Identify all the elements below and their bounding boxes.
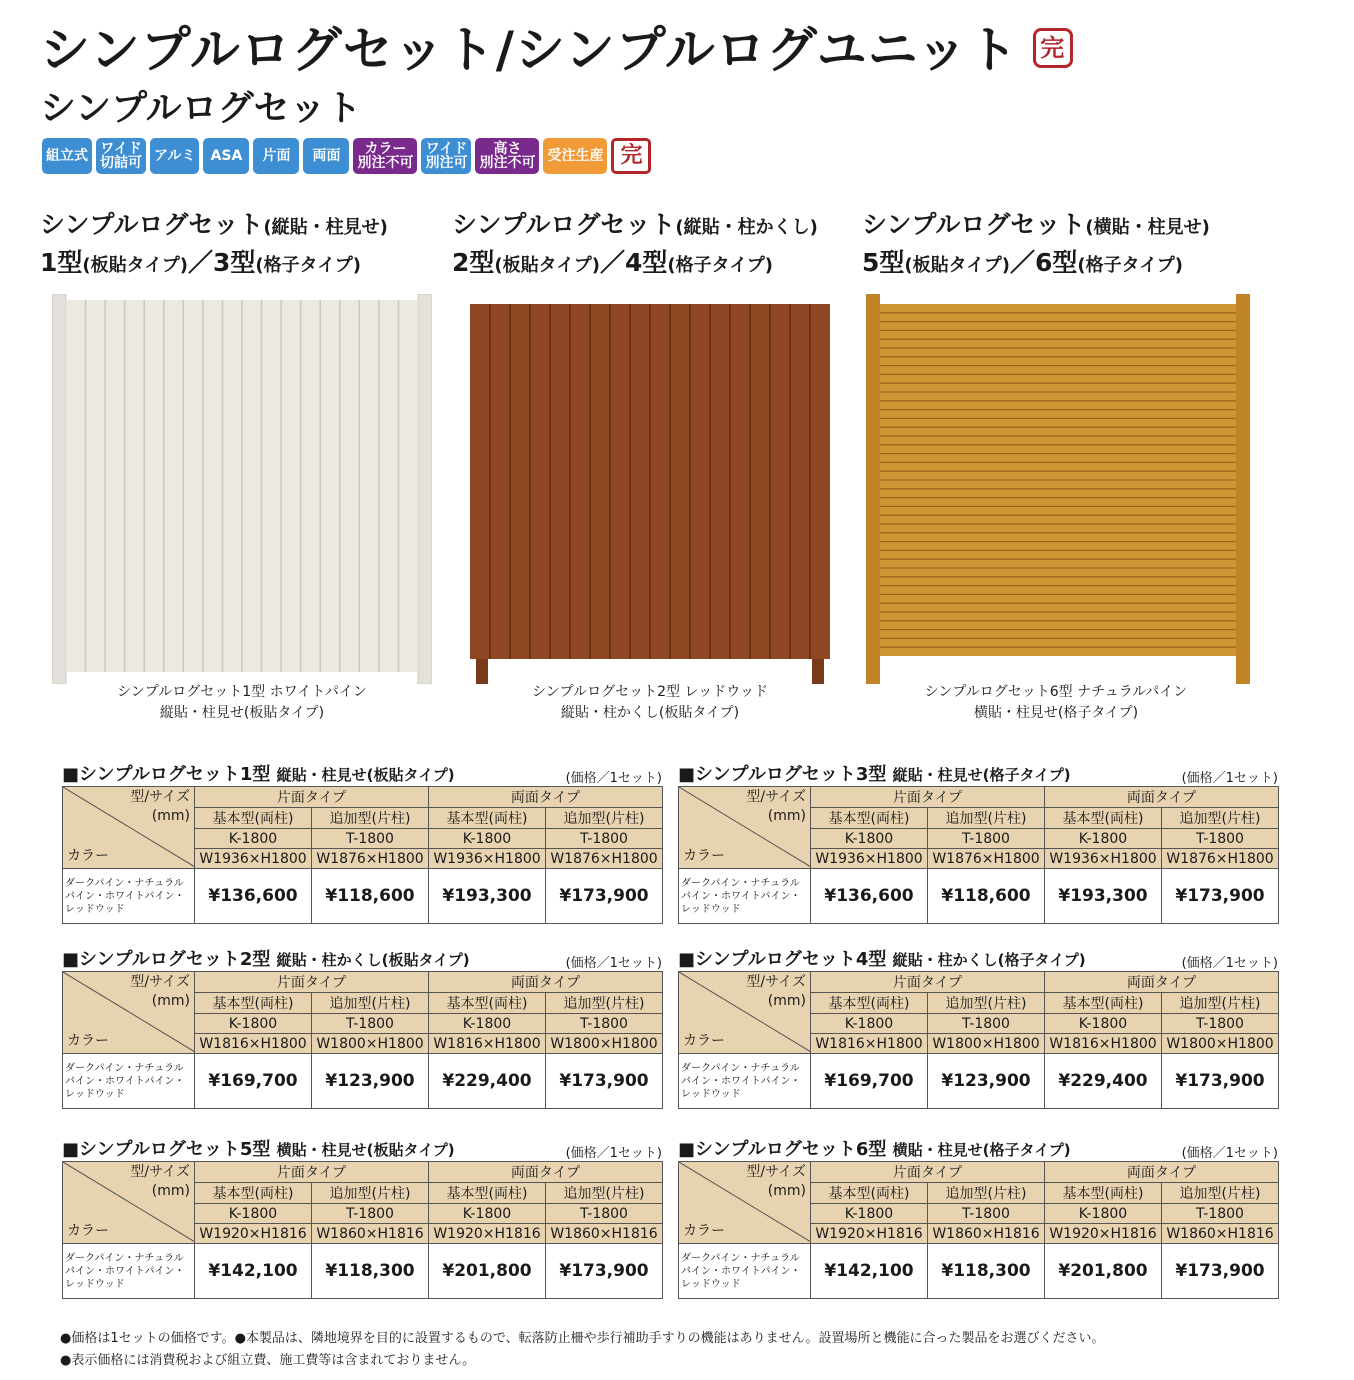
table-cell: ¥173,900 xyxy=(1162,1244,1279,1299)
section-title: シンプルログセット xyxy=(40,88,362,129)
table-cell: K-1800 xyxy=(1045,1014,1162,1034)
price-table-6 xyxy=(678,1135,1278,1299)
table-cell: T-1800 xyxy=(1162,1014,1279,1034)
table-cell: W1800×H1800 xyxy=(928,1034,1045,1054)
table-cell: T-1800 xyxy=(312,829,429,849)
table-cell: K-1800 xyxy=(195,1204,312,1224)
product-heading-1: シンプルログセット(縦貼・柱見せ) 1型(板貼タイプ)／3型(格子タイプ) xyxy=(40,210,388,277)
fence-image-white-pine xyxy=(52,294,432,684)
table-title: ■シンプルログセット1型 縦貼・柱見せ(板貼タイプ) (価格／1セット) xyxy=(62,764,662,786)
table-cell: T-1800 xyxy=(546,1204,663,1224)
table-cell: T-1800 xyxy=(546,1014,663,1034)
table-cell: W1816×H1800 xyxy=(1045,1034,1162,1054)
table-cell: 追加型(片柱) xyxy=(1162,993,1279,1014)
table-cell: 追加型(片柱) xyxy=(312,808,429,829)
table-cell: W1936×H1800 xyxy=(811,849,928,869)
feature-badge: ASA xyxy=(203,138,249,174)
table-cell: 両面タイプ xyxy=(1045,1162,1279,1183)
table-cell: 片面タイプ xyxy=(811,972,1045,993)
table-cell: ダークパイン・ナチュラルパイン・ホワイトパイン・レッドウッド xyxy=(679,1054,811,1109)
feature-badge: 組立式 xyxy=(42,138,92,174)
table-cell: W1920×H1816 xyxy=(429,1224,546,1244)
table-cell: 基本型(両柱) xyxy=(811,993,928,1014)
header-diagonal-cell: 型/サイズ (mm) カラー xyxy=(63,1162,195,1244)
table-cell: K-1800 xyxy=(429,1204,546,1224)
table-title: ■シンプルログセット2型 縦貼・柱かくし(板貼タイプ) (価格／1セット) xyxy=(62,949,662,971)
table-cell: ¥173,900 xyxy=(546,1054,663,1109)
table-cell: 追加型(片柱) xyxy=(312,993,429,1014)
table-cell: 片面タイプ xyxy=(195,787,429,808)
table-cell: T-1800 xyxy=(1162,829,1279,849)
header-diagonal-cell: 型/サイズ (mm) カラー xyxy=(63,972,195,1054)
table-cell: 基本型(両柱) xyxy=(195,808,312,829)
table-cell: W1800×H1800 xyxy=(312,1034,429,1054)
table-cell: ¥142,100 xyxy=(811,1244,928,1299)
table-cell: W1800×H1800 xyxy=(1162,1034,1279,1054)
table-cell: 追加型(片柱) xyxy=(1162,808,1279,829)
table-title: ■シンプルログセット4型 縦貼・柱かくし(格子タイプ) (価格／1セット) xyxy=(678,949,1278,971)
table-row xyxy=(679,1244,1279,1299)
table-cell: K-1800 xyxy=(1045,1204,1162,1224)
feature-badge: ワイド 切詰可 xyxy=(96,138,146,174)
table-cell: ¥201,800 xyxy=(429,1244,546,1299)
feature-badge: 片面 xyxy=(253,138,299,174)
table-cell: T-1800 xyxy=(928,1204,1045,1224)
table-cell: 追加型(片柱) xyxy=(928,808,1045,829)
table-title: ■シンプルログセット5型 横貼・柱見せ(板貼タイプ) (価格／1セット) xyxy=(62,1139,662,1161)
table-title: ■シンプルログセット3型 縦貼・柱見せ(格子タイプ) (価格／1セット) xyxy=(678,764,1278,786)
table-cell: ¥169,700 xyxy=(195,1054,312,1109)
table-cell: T-1800 xyxy=(312,1014,429,1034)
table-cell: K-1800 xyxy=(429,1014,546,1034)
table-cell: 追加型(片柱) xyxy=(928,1183,1045,1204)
table-cell: 基本型(両柱) xyxy=(429,993,546,1014)
table-cell: ダークパイン・ナチュラルパイン・ホワイトパイン・レッドウッド xyxy=(63,1054,195,1109)
feature-badge: アルミ xyxy=(150,138,199,174)
table-cell: ¥123,900 xyxy=(928,1054,1045,1109)
table-cell: 基本型(両柱) xyxy=(195,993,312,1014)
table-cell: K-1800 xyxy=(811,829,928,849)
table-cell: ダークパイン・ナチュラルパイン・ホワイトパイン・レッドウッド xyxy=(679,869,811,924)
kan-badge: 完 xyxy=(1033,28,1073,68)
table-cell: 基本型(両柱) xyxy=(811,808,928,829)
table-cell: 両面タイプ xyxy=(429,972,663,993)
table-title: ■シンプルログセット6型 横貼・柱見せ(格子タイプ) (価格／1セット) xyxy=(678,1139,1278,1161)
table-cell: ダークパイン・ナチュラルパイン・ホワイトパイン・レッドウッド xyxy=(63,1244,195,1299)
table-cell: K-1800 xyxy=(811,1014,928,1034)
table-cell: 追加型(片柱) xyxy=(312,1183,429,1204)
table-cell: 追加型(片柱) xyxy=(546,808,663,829)
table-cell: W1920×H1816 xyxy=(1045,1224,1162,1244)
product-heading-2: シンプルログセット(縦貼・柱かくし) 2型(板貼タイプ)／4型(格子タイプ) xyxy=(452,210,818,277)
price-table-3 xyxy=(62,945,662,1109)
table-cell: T-1800 xyxy=(1162,1204,1279,1224)
table-cell: K-1800 xyxy=(195,829,312,849)
table-cell: 基本型(両柱) xyxy=(429,808,546,829)
feature-badge: ワイド 別注可 xyxy=(421,138,471,174)
table-cell: W1816×H1800 xyxy=(811,1034,928,1054)
table-cell: ¥118,300 xyxy=(928,1244,1045,1299)
table-cell: 両面タイプ xyxy=(1045,787,1279,808)
feature-badge: 完 xyxy=(611,138,651,174)
table-cell: 基本型(両柱) xyxy=(1045,808,1162,829)
table-cell: ¥193,300 xyxy=(429,869,546,924)
table-cell: 片面タイプ xyxy=(195,1162,429,1183)
table-cell: W1860×H1816 xyxy=(312,1224,429,1244)
header-diagonal-cell: 型/サイズ (mm) カラー xyxy=(679,972,811,1054)
header-diagonal-cell: 型/サイズ (mm) カラー xyxy=(63,787,195,869)
feature-badge: 両面 xyxy=(303,138,349,174)
table-cell: 基本型(両柱) xyxy=(429,1183,546,1204)
table-cell: W1860×H1816 xyxy=(1162,1224,1279,1244)
table-cell: 基本型(両柱) xyxy=(811,1183,928,1204)
feature-badge: 受注生産 xyxy=(543,138,607,174)
table-cell: ¥173,900 xyxy=(1162,869,1279,924)
table-cell: T-1800 xyxy=(312,1204,429,1224)
table-cell: T-1800 xyxy=(928,829,1045,849)
table-cell: ¥193,300 xyxy=(1045,869,1162,924)
table-cell: 両面タイプ xyxy=(429,1162,663,1183)
table-cell: 基本型(両柱) xyxy=(1045,1183,1162,1204)
price-table-4 xyxy=(678,945,1278,1109)
caption-3: シンプルログセット6型 ナチュラルパイン 横貼・柱見せ(格子タイプ) xyxy=(924,684,1188,721)
fence-image-redwood xyxy=(470,304,830,684)
header-diagonal-cell: 型/サイズ (mm) カラー xyxy=(679,1162,811,1244)
fence-image-natural-pine xyxy=(866,294,1250,684)
table-cell: ダークパイン・ナチュラルパイン・ホワイトパイン・レッドウッド xyxy=(63,869,195,924)
caption-1: シンプルログセット1型 ホワイトパイン 縦貼・柱見せ(板貼タイプ) xyxy=(117,684,367,721)
table-cell: W1920×H1816 xyxy=(811,1224,928,1244)
table-cell: 片面タイプ xyxy=(811,1162,1045,1183)
table-cell: 両面タイプ xyxy=(1045,972,1279,993)
caption-2: シンプルログセット2型 レッドウッド 縦貼・柱かくし(板貼タイプ) xyxy=(531,684,769,721)
table-cell: T-1800 xyxy=(928,1014,1045,1034)
table-cell: ¥173,900 xyxy=(546,869,663,924)
table-cell: 追加型(片柱) xyxy=(928,993,1045,1014)
table-cell: W1936×H1800 xyxy=(429,849,546,869)
table-cell: ¥142,100 xyxy=(195,1244,312,1299)
table-cell: 追加型(片柱) xyxy=(1162,1183,1279,1204)
table-cell: W1860×H1816 xyxy=(928,1224,1045,1244)
page-title: シンプルログセット/シンプルログユニット 完 xyxy=(40,10,1073,82)
table-cell: W1860×H1816 xyxy=(546,1224,663,1244)
table-cell: ¥229,400 xyxy=(1045,1054,1162,1109)
table-cell: ¥118,600 xyxy=(928,869,1045,924)
table-cell: K-1800 xyxy=(1045,829,1162,849)
table-row xyxy=(63,869,663,924)
table-cell: 基本型(両柱) xyxy=(195,1183,312,1204)
feature-badges xyxy=(42,138,651,174)
price-table-5 xyxy=(62,1135,662,1299)
table-cell: W1816×H1800 xyxy=(429,1034,546,1054)
table-cell: W1936×H1800 xyxy=(195,849,312,869)
table-cell: ¥173,900 xyxy=(546,1244,663,1299)
feature-badge: カラー 別注不可 xyxy=(353,138,417,174)
table-cell: ¥173,900 xyxy=(1162,1054,1279,1109)
table-cell: ダークパイン・ナチュラルパイン・ホワイトパイン・レッドウッド xyxy=(679,1244,811,1299)
table-cell: ¥136,600 xyxy=(195,869,312,924)
table-cell: K-1800 xyxy=(811,1204,928,1224)
footer-notes: ●価格は1セットの価格です。●本製品は、隣地境界を目的に設置するもので、転落防止柵や歩行補助手すりの機能はありません。設置場所と機能に合った製品をお選びください。 ●表示価格には消費税および組立費、施工費等は含まれておりません。 xyxy=(60,1331,1105,1368)
table-cell: ¥229,400 xyxy=(429,1054,546,1109)
table-row xyxy=(63,1054,663,1109)
table-row xyxy=(63,1244,663,1299)
table-cell: ¥118,300 xyxy=(312,1244,429,1299)
table-cell: 両面タイプ xyxy=(429,787,663,808)
table-cell: ¥123,900 xyxy=(312,1054,429,1109)
table-cell: K-1800 xyxy=(195,1014,312,1034)
table-cell: W1920×H1816 xyxy=(195,1224,312,1244)
price-table-1 xyxy=(62,760,662,924)
table-cell: W1800×H1800 xyxy=(546,1034,663,1054)
table-cell: 追加型(片柱) xyxy=(546,993,663,1014)
table-cell: W1936×H1800 xyxy=(1045,849,1162,869)
table-cell: K-1800 xyxy=(429,829,546,849)
table-cell: 基本型(両柱) xyxy=(1045,993,1162,1014)
product-heading-3: シンプルログセット(横貼・柱見せ) 5型(板貼タイプ)／6型(格子タイプ) xyxy=(862,210,1210,277)
table-cell: ¥169,700 xyxy=(811,1054,928,1109)
table-cell: W1876×H1800 xyxy=(546,849,663,869)
table-cell: 片面タイプ xyxy=(195,972,429,993)
table-cell: W1876×H1800 xyxy=(928,849,1045,869)
table-cell: ¥136,600 xyxy=(811,869,928,924)
price-table-2 xyxy=(678,760,1278,924)
feature-badge: 高さ 別注不可 xyxy=(475,138,539,174)
table-row xyxy=(679,869,1279,924)
table-row xyxy=(679,1054,1279,1109)
table-cell: T-1800 xyxy=(546,829,663,849)
table-cell: W1876×H1800 xyxy=(312,849,429,869)
table-cell: ¥201,800 xyxy=(1045,1244,1162,1299)
table-cell: W1876×H1800 xyxy=(1162,849,1279,869)
table-cell: 追加型(片柱) xyxy=(546,1183,663,1204)
table-cell: W1816×H1800 xyxy=(195,1034,312,1054)
table-cell: 片面タイプ xyxy=(811,787,1045,808)
table-cell: ¥118,600 xyxy=(312,869,429,924)
header-diagonal-cell: 型/サイズ (mm) カラー xyxy=(679,787,811,869)
